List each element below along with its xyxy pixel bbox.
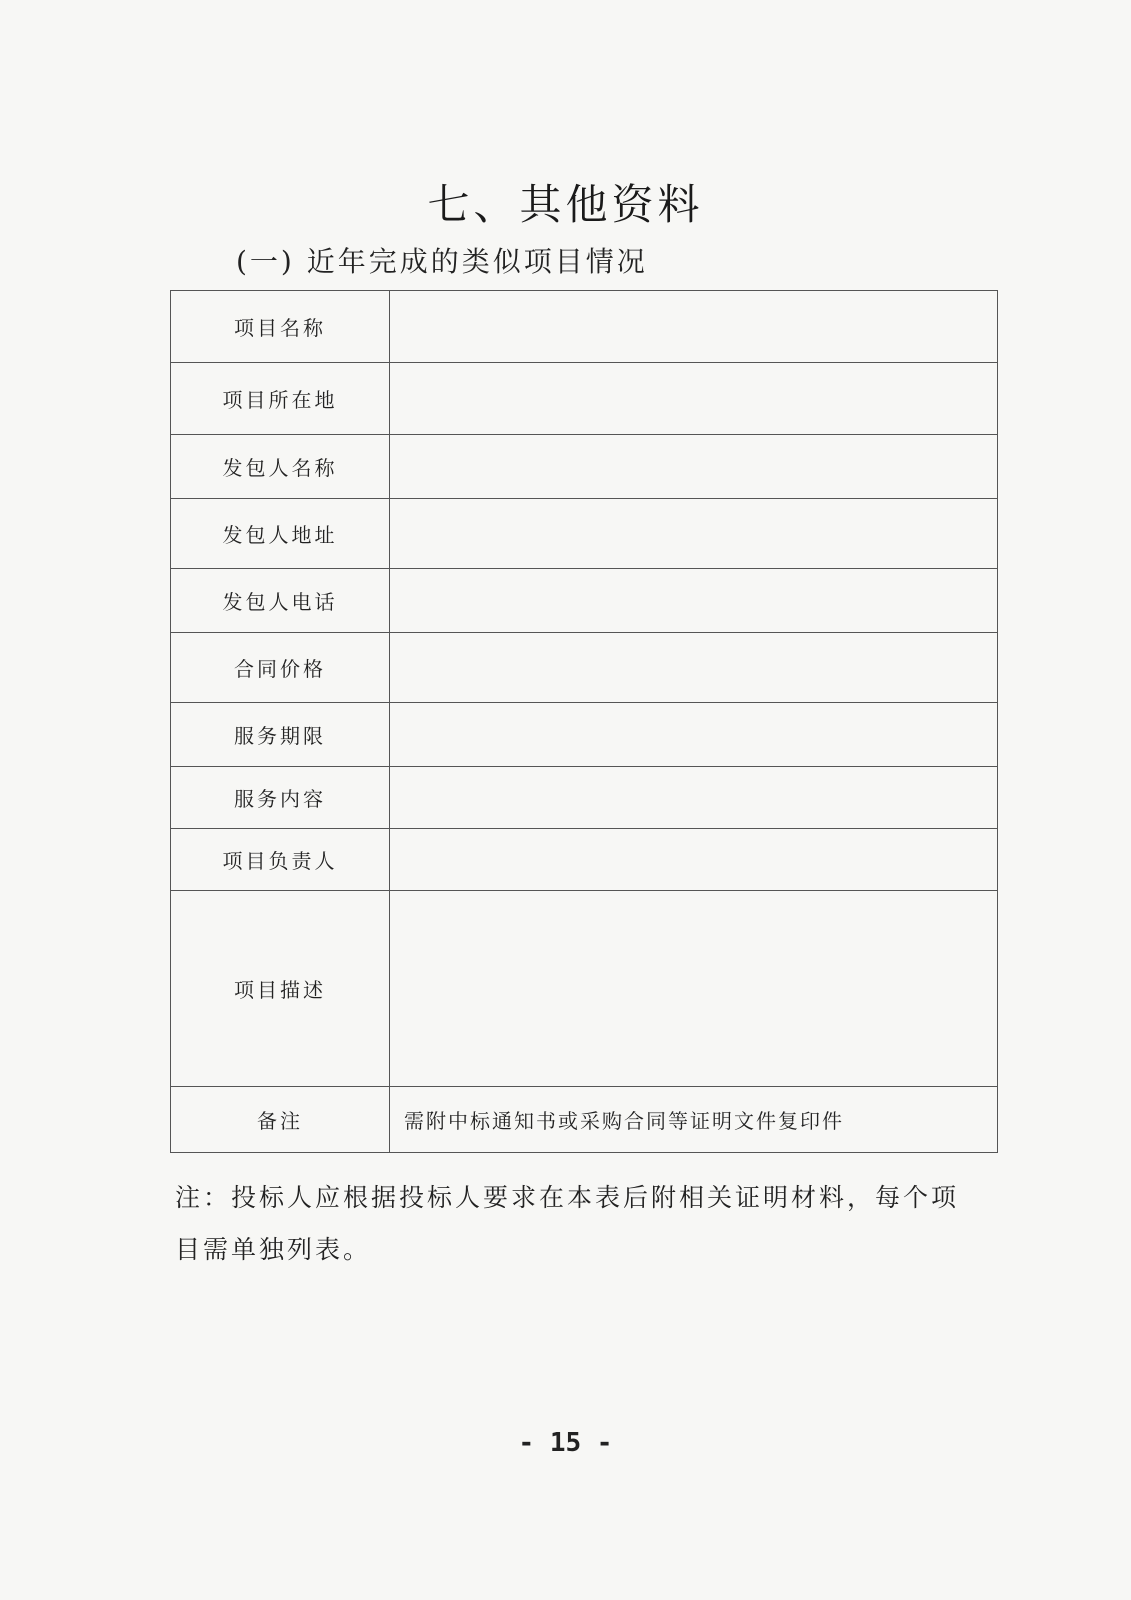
section-title: 七、其他资料 bbox=[427, 180, 704, 229]
page-number: - 15 - bbox=[518, 1428, 613, 1458]
table-row bbox=[171, 499, 998, 569]
row-label-service-content: 服务内容 bbox=[171, 767, 390, 829]
table-row bbox=[171, 767, 998, 829]
row-value-remarks: 需附中标通知书或采购合同等证明文件复印件 bbox=[390, 1087, 998, 1153]
row-value-project-manager bbox=[390, 829, 998, 891]
row-label-project-description: 项目描述 bbox=[171, 891, 390, 1087]
row-label-project-location: 项目所在地 bbox=[171, 363, 390, 435]
table-row bbox=[171, 363, 998, 435]
subsection-title: (一) 近年完成的类似项目情况 bbox=[236, 245, 648, 278]
table-note: 注：投标人应根据投标人要求在本表后附相关证明材料，每个项目需单独列表。 bbox=[175, 1183, 960, 1264]
row-value-employer-address bbox=[390, 499, 998, 569]
table-row bbox=[171, 703, 998, 767]
row-label-employer-phone: 发包人电话 bbox=[171, 569, 390, 633]
table-row bbox=[171, 829, 998, 891]
table-row bbox=[171, 435, 998, 499]
row-label-employer-address: 发包人地址 bbox=[171, 499, 390, 569]
row-value-service-content bbox=[390, 767, 998, 829]
row-label-contract-price: 合同价格 bbox=[171, 633, 390, 703]
row-label-project-manager: 项目负责人 bbox=[171, 829, 390, 891]
row-value-project-description bbox=[390, 891, 998, 1087]
project-info-table bbox=[170, 290, 998, 1153]
row-value-contract-price bbox=[390, 633, 998, 703]
row-label-remarks: 备注 bbox=[171, 1087, 390, 1153]
row-label-service-period: 服务期限 bbox=[171, 703, 390, 767]
row-value-employer-name bbox=[390, 435, 998, 499]
table-row bbox=[171, 569, 998, 633]
row-label-employer-name: 发包人名称 bbox=[171, 435, 390, 499]
table-row bbox=[171, 633, 998, 703]
row-value-service-period bbox=[390, 703, 998, 767]
row-value-project-location bbox=[390, 363, 998, 435]
table-row bbox=[171, 1087, 998, 1153]
row-value-employer-phone bbox=[390, 569, 998, 633]
row-label-project-name: 项目名称 bbox=[171, 291, 390, 363]
table-row bbox=[171, 891, 998, 1087]
table-row bbox=[171, 291, 998, 363]
row-value-project-name bbox=[390, 291, 998, 363]
